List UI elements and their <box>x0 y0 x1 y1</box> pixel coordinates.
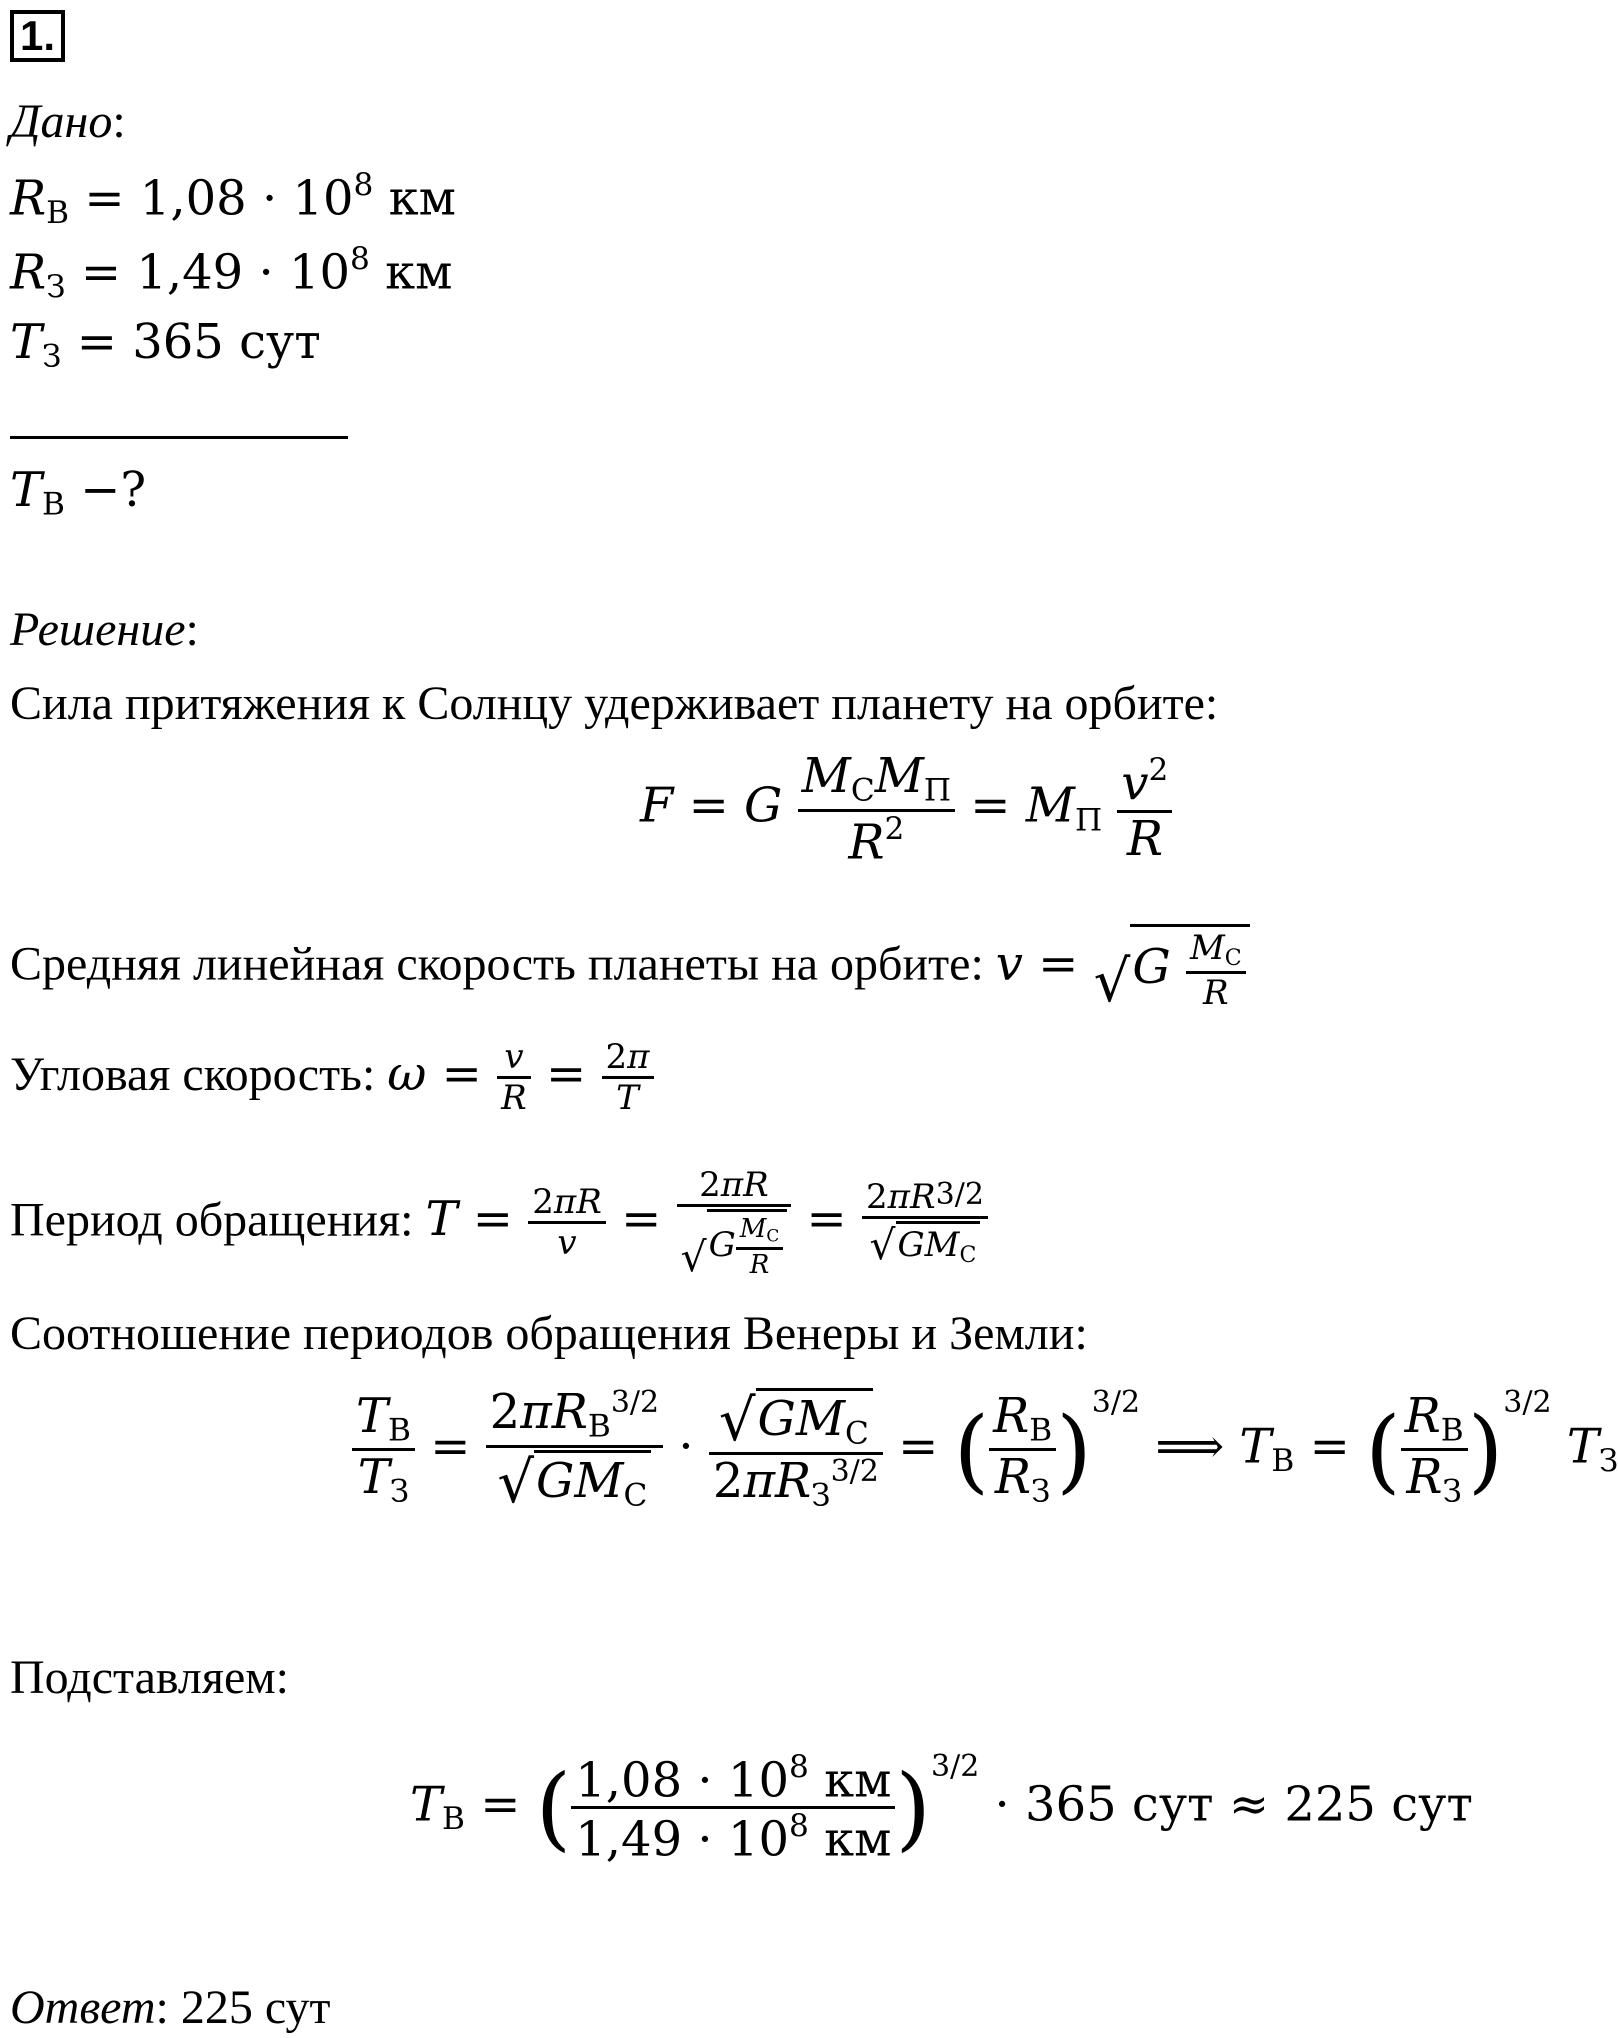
given-r-earth: $R_З = 1,49 \cdot 10^8$ км <box>10 241 453 306</box>
gravity-formula: F = G $\frac{M_СM_П}{R^2}$ = $M_П$ $\frac{v^2}{R}$ <box>640 752 1172 866</box>
angular-text: Угловая скорость: <box>10 1048 376 1101</box>
ratio-formula: $\frac{T_В}{T_З}$ = $\frac{2\pi R_В3/2}{√GM_С}$ · $\frac{√GM_С}{2\pi R_З3/2}$ = ( $\frac{R_В}{R_З}$ )3/2 ⟹ $T_В$ = ( $\frac{R_В}{R_З}$ )3/2 $T_З$ <box>352 1388 1618 1512</box>
ratio-text: Соотношение периодов обращения Венеры и Земли: <box>10 1307 1088 1360</box>
substitute-formula: $T_В$ = ( $\frac{1,08 \cdot 10^8 км}{1,49 \cdot 10^8 км}$ )3/2 · 365 сут ≈ 225 сут <box>410 1749 1473 1868</box>
given-divider <box>10 436 348 439</box>
period-row: Период обращения: T = $\frac{2\pi R}{v}$ = 2πR √G $\frac{M_С}{R}$ = $\frac{2\pi R3/2}{√GM_С}$ <box>10 1168 988 1278</box>
answer-row: Ответ: 225 сут <box>10 1981 331 2034</box>
solution-heading: Решение: <box>10 603 199 656</box>
given-r-venus: $R_В = 1,08 \cdot 10^8$ км <box>10 167 456 232</box>
given-t-earth: $T_З = 365$ сут <box>10 314 321 375</box>
period-text: Период обращения: <box>10 1193 414 1247</box>
answer-value: 225 сут <box>180 1981 331 2034</box>
given-label: Дано <box>10 95 113 148</box>
velocity-text: Средняя линейная скорость планеты на орбите: <box>10 937 984 991</box>
gravity-text: Сила притяжения к Солнцу удерживает планету на орбите: <box>10 677 1219 730</box>
substitute-text: Подставляем: <box>10 1651 289 1704</box>
velocity-row: Средняя линейная скорость планеты на орбите: v = √G $\frac{M_С}{R}$ <box>10 924 1250 1010</box>
answer-label: Ответ <box>10 1981 156 2034</box>
angular-row: Угловая скорость: ω = $\frac{v}{R}$ = $\frac{2\pi}{T}$ <box>10 1040 654 1115</box>
problem-number: 1. <box>10 10 65 62</box>
solution-label: Решение <box>10 603 186 656</box>
find-value: $T_В$ −? <box>10 462 147 523</box>
given-heading: Дано: <box>10 95 126 148</box>
